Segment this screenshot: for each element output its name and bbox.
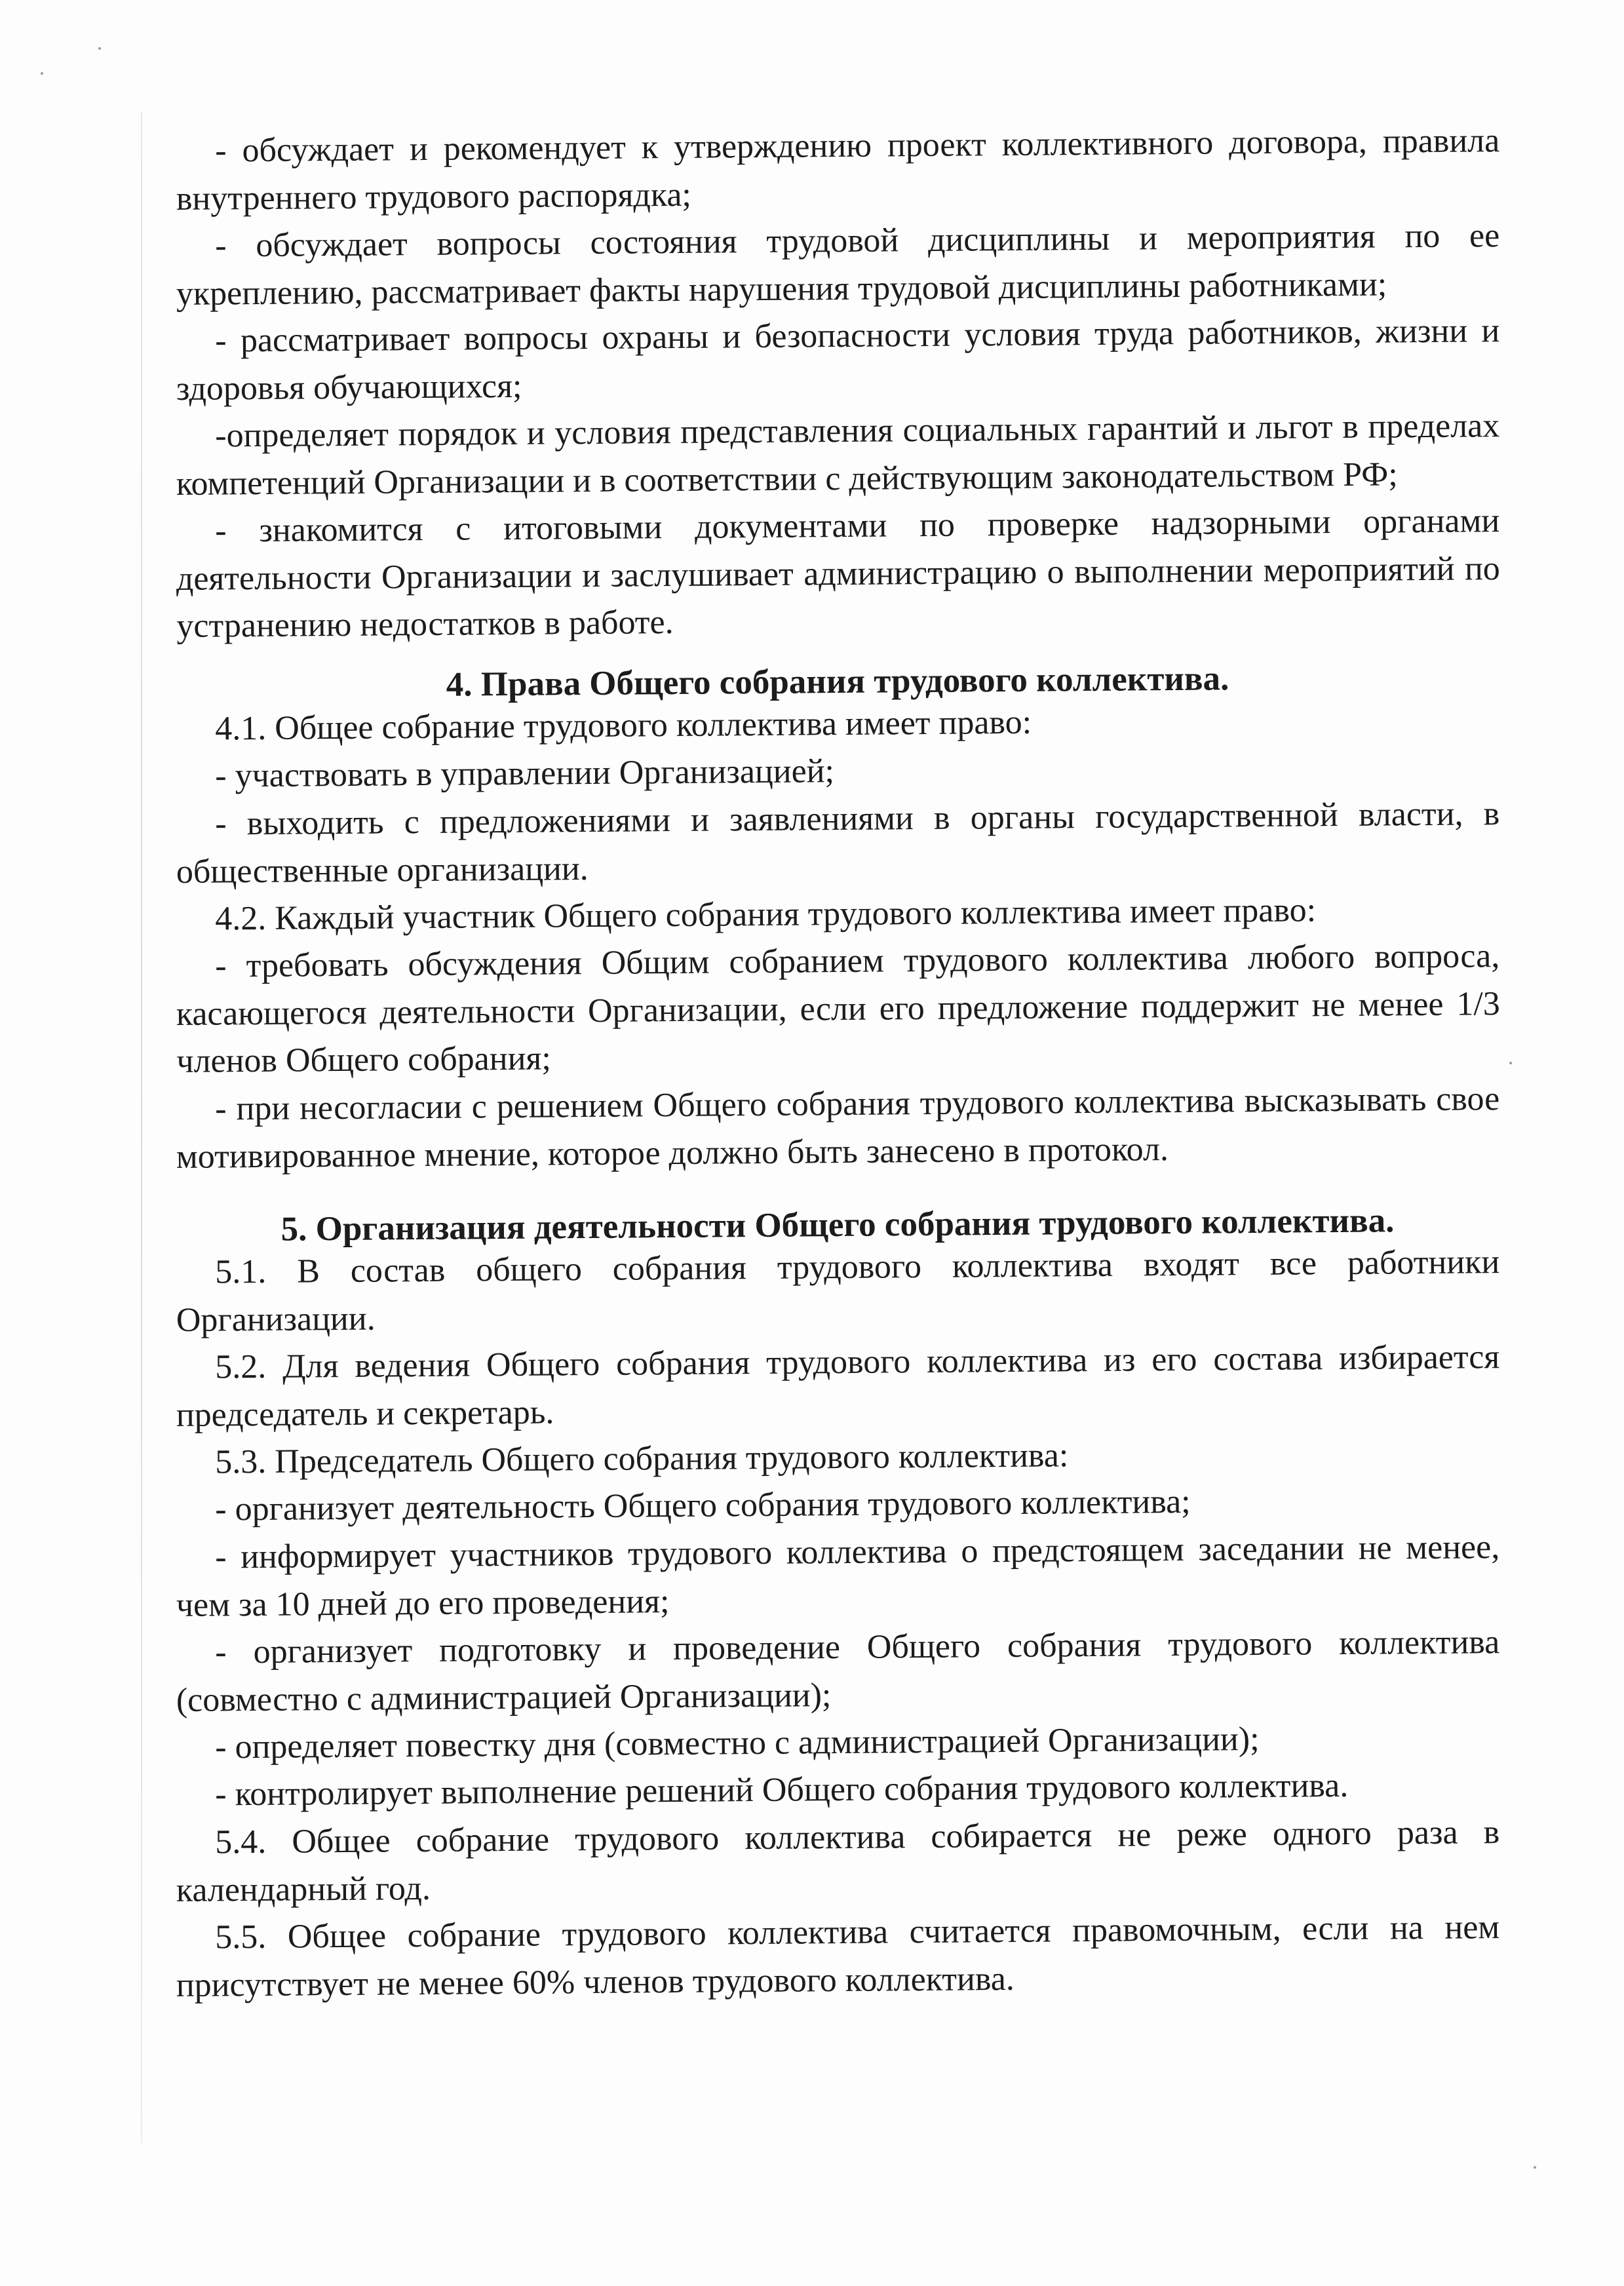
paragraph: -определяет порядок и условия представления социальных гарантий и льгот в пределах компетенций Организации и в соответствии с действующим законодательством РФ;: [176, 407, 1500, 503]
paragraph: 5.5. Общее собрание трудового коллектива считается правомочным, если на нем присутствует не менее 60% членов трудового коллектива.: [176, 1908, 1500, 2004]
document-body: [176, 122, 1501, 2009]
paragraph: - организует деятельность Общего собрания трудового коллектива;: [215, 1482, 1191, 1528]
scan-speck: [41, 72, 43, 75]
paragraph: 4.2. Каждый участник Общего собрания трудового коллектива имеет право:: [215, 891, 1317, 938]
paragraph: - участвовать в управлении Организацией;: [215, 752, 835, 795]
paragraph: - определяет повестку дня (совместно с администрацией Организации);: [215, 1720, 1260, 1766]
paragraph: - информирует участников трудового коллектива о предстоящем заседании не менее, чем за 10 дней до его проведения;: [176, 1528, 1500, 1623]
paragraph: - требовать обсуждения Общим собранием трудового коллектива любого вопроса, касающегося деятельности Организации, если его предложение поддержит не менее 1/3 членов Общего собрания;: [176, 937, 1501, 1080]
paragraph: - обсуждает и рекомендует к утверждению проект коллективного договора, правила внутреннего трудового распорядка;: [176, 122, 1500, 218]
paragraph: 4.1. Общее собрание трудового коллектива имеет право:: [215, 703, 1032, 748]
paragraph: - контролирует выполнение решений Общего собрания трудового коллектива.: [215, 1766, 1349, 1813]
paragraph: 5.2. Для ведения Общего собрания трудового коллектива из его состава избирается председатель и секретарь.: [176, 1338, 1500, 1433]
paragraph: 5.4. Общее собрание трудового коллектива собирается не реже одного раза в календарный год.: [176, 1813, 1500, 1908]
section-heading: 4. Права Общего собрания трудового коллектива.: [446, 659, 1229, 704]
paragraph: - выходить с предложениями и заявлениями в органы государственной власти, в общественные организации.: [176, 794, 1500, 890]
paragraph: 5.1. В состав общего собрания трудового коллектива входят все работники Организации.: [176, 1243, 1500, 1338]
scan-speck: [1509, 1062, 1512, 1064]
paragraph: 5.3. Председатель Общего собрания трудового коллектива:: [215, 1436, 1069, 1481]
paragraph: - при несогласии с решением Общего собрания трудового коллектива высказывать свое мотивированное мнение, которое должно быть занесено в протокол.: [176, 1079, 1500, 1175]
paragraph: - организует подготовку и проведение Общего собрания трудового коллектива (совместно с администрацией Организации);: [176, 1623, 1500, 1718]
paragraph: - обсуждает вопросы состояния трудовой дисциплины и мероприятия по ее укреплению, рассматривает факты нарушения трудовой дисциплины работниками;: [176, 217, 1500, 313]
scan-speck: [1534, 2166, 1536, 2169]
scan-shadow-line: [141, 111, 142, 2143]
paragraph: - рассматривает вопросы охраны и безопасности условия труда работников, жизни и здоровья обучающихся;: [176, 312, 1500, 408]
section-heading: 5. Организация деятельности Общего собрания трудового коллектива.: [280, 1201, 1395, 1249]
scan-speck: [98, 47, 101, 50]
paragraph: - знакомится с итоговыми документами по проверке надзорными органами деятельности Организации и заслушивает администрацию о выполнении мероприятий по устранению недостатков в работе.: [176, 502, 1501, 645]
